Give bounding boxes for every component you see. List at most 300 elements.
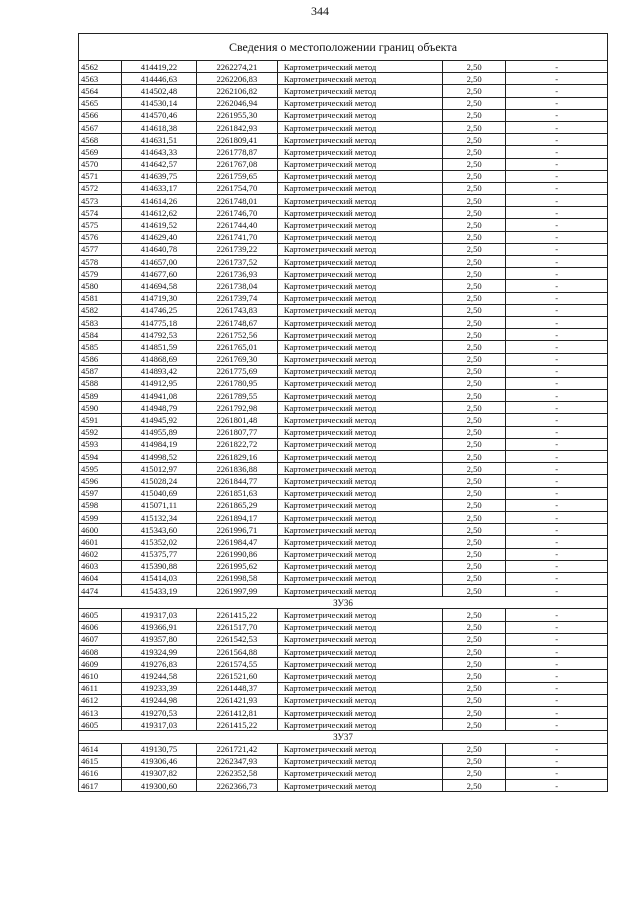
description-cell: - — [506, 780, 608, 792]
table-row — [79, 61, 608, 73]
method-cell: Картометрический метод — [277, 694, 442, 706]
y-coordinate-cell: 2261844,77 — [196, 475, 277, 487]
point-number-cell: 4572 — [79, 182, 122, 194]
x-coordinate-cell: 419324,99 — [122, 646, 197, 658]
y-coordinate-cell: 2261865,29 — [196, 499, 277, 511]
point-number-cell: 4580 — [79, 280, 122, 292]
table-row — [79, 158, 608, 170]
x-coordinate-cell: 414657,00 — [122, 256, 197, 268]
point-number-cell: 4587 — [79, 365, 122, 377]
x-coordinate-cell: 414612,62 — [122, 207, 197, 219]
description-cell: - — [506, 207, 608, 219]
y-coordinate-cell: 2261789,55 — [196, 390, 277, 402]
x-coordinate-cell: 419307,82 — [122, 767, 197, 779]
method-cell: Картометрический метод — [277, 755, 442, 767]
accuracy-cell: 2,50 — [442, 158, 506, 170]
x-coordinate-cell: 415071,11 — [122, 499, 197, 511]
method-cell: Картометрический метод — [277, 207, 442, 219]
description-cell: - — [506, 560, 608, 572]
description-cell: - — [506, 743, 608, 755]
accuracy-cell: 2,50 — [442, 682, 506, 694]
method-cell: Картометрический метод — [277, 329, 442, 341]
y-coordinate-cell: 2261752,56 — [196, 329, 277, 341]
accuracy-cell: 2,50 — [442, 377, 506, 389]
table-row — [79, 621, 608, 633]
accuracy-cell: 2,50 — [442, 304, 506, 316]
point-number-cell: 4613 — [79, 706, 122, 718]
table-row — [79, 572, 608, 584]
accuracy-cell: 2,50 — [442, 390, 506, 402]
table-row — [79, 524, 608, 536]
point-number-cell: 4614 — [79, 743, 122, 755]
y-coordinate-cell: 2261822,72 — [196, 438, 277, 450]
point-number-cell: 4601 — [79, 536, 122, 548]
table-row — [79, 560, 608, 572]
y-coordinate-cell: 2261574,55 — [196, 658, 277, 670]
x-coordinate-cell: 419357,80 — [122, 633, 197, 645]
y-coordinate-cell: 2262347,93 — [196, 755, 277, 767]
table-row — [79, 463, 608, 475]
accuracy-cell: 2,50 — [442, 280, 506, 292]
accuracy-cell: 2,50 — [442, 85, 506, 97]
method-cell: Картометрический метод — [277, 377, 442, 389]
method-cell: Картометрический метод — [277, 402, 442, 414]
method-cell: Картометрический метод — [277, 487, 442, 499]
table-row — [79, 548, 608, 560]
x-coordinate-cell: 414955,89 — [122, 426, 197, 438]
description-cell: - — [506, 633, 608, 645]
y-coordinate-cell: 2262106,82 — [196, 85, 277, 97]
accuracy-cell: 2,50 — [442, 182, 506, 194]
point-number-cell: 4612 — [79, 694, 122, 706]
point-number-cell: 4605 — [79, 609, 122, 621]
page-number: 344 — [311, 4, 329, 18]
table-row — [79, 280, 608, 292]
table-row — [79, 658, 608, 670]
method-cell: Картометрический метод — [277, 524, 442, 536]
description-cell: - — [506, 414, 608, 426]
table-row — [79, 780, 608, 792]
description-cell: - — [506, 572, 608, 584]
point-number-cell: 4581 — [79, 292, 122, 304]
description-cell: - — [506, 195, 608, 207]
description-cell: - — [506, 524, 608, 536]
point-number-cell: 4474 — [79, 585, 122, 597]
y-coordinate-cell: 2261741,70 — [196, 231, 277, 243]
x-coordinate-cell: 414868,69 — [122, 353, 197, 365]
point-number-cell: 4597 — [79, 487, 122, 499]
x-coordinate-cell: 415414,03 — [122, 572, 197, 584]
method-cell: Картометрический метод — [277, 231, 442, 243]
description-cell: - — [506, 61, 608, 73]
x-coordinate-cell: 419366,91 — [122, 621, 197, 633]
y-coordinate-cell: 2262206,83 — [196, 73, 277, 85]
description-cell: - — [506, 377, 608, 389]
accuracy-cell: 2,50 — [442, 524, 506, 536]
point-number-cell: 4590 — [79, 402, 122, 414]
description-cell: - — [506, 243, 608, 255]
table-row — [79, 487, 608, 499]
y-coordinate-cell: 2261521,60 — [196, 670, 277, 682]
x-coordinate-cell: 419306,46 — [122, 755, 197, 767]
y-coordinate-cell: 2261842,93 — [196, 121, 277, 133]
accuracy-cell: 2,50 — [442, 292, 506, 304]
description-cell: - — [506, 134, 608, 146]
point-number-cell: 4565 — [79, 97, 122, 109]
y-coordinate-cell: 2261746,70 — [196, 207, 277, 219]
method-cell: Картометрический метод — [277, 97, 442, 109]
point-number-cell: 4571 — [79, 170, 122, 182]
method-cell: Картометрический метод — [277, 438, 442, 450]
x-coordinate-cell: 419233,39 — [122, 682, 197, 694]
x-coordinate-cell: 415343,60 — [122, 524, 197, 536]
x-coordinate-cell: 414912,95 — [122, 377, 197, 389]
x-coordinate-cell: 414775,18 — [122, 316, 197, 328]
section-row — [79, 597, 608, 609]
method-cell: Картометрический метод — [277, 292, 442, 304]
x-coordinate-cell: 414419,22 — [122, 61, 197, 73]
accuracy-cell: 2,50 — [442, 511, 506, 523]
x-coordinate-cell: 414446,63 — [122, 73, 197, 85]
accuracy-cell: 2,50 — [442, 609, 506, 621]
method-cell: Картометрический метод — [277, 109, 442, 121]
accuracy-cell: 2,50 — [442, 268, 506, 280]
y-coordinate-cell: 2261421,93 — [196, 694, 277, 706]
y-coordinate-cell: 2262274,21 — [196, 61, 277, 73]
x-coordinate-cell: 414633,17 — [122, 182, 197, 194]
table-row — [79, 390, 608, 402]
table-row — [79, 353, 608, 365]
method-cell: Картометрический метод — [277, 170, 442, 182]
method-cell: Картометрический метод — [277, 304, 442, 316]
accuracy-cell: 2,50 — [442, 780, 506, 792]
table-row — [79, 438, 608, 450]
point-number-cell: 4562 — [79, 61, 122, 73]
accuracy-cell: 2,50 — [442, 231, 506, 243]
point-number-cell: 4582 — [79, 304, 122, 316]
description-cell: - — [506, 451, 608, 463]
x-coordinate-cell: 419270,53 — [122, 706, 197, 718]
description-cell: - — [506, 170, 608, 182]
accuracy-cell: 2,50 — [442, 146, 506, 158]
table-row — [79, 292, 608, 304]
y-coordinate-cell: 2261517,70 — [196, 621, 277, 633]
method-cell: Картометрический метод — [277, 463, 442, 475]
accuracy-cell: 2,50 — [442, 121, 506, 133]
accuracy-cell: 2,50 — [442, 548, 506, 560]
x-coordinate-cell: 414642,57 — [122, 158, 197, 170]
point-number-cell: 4588 — [79, 377, 122, 389]
table-row — [79, 414, 608, 426]
x-coordinate-cell: 414945,92 — [122, 414, 197, 426]
method-cell: Картометрический метод — [277, 158, 442, 170]
y-coordinate-cell: 2261990,86 — [196, 548, 277, 560]
table-row — [79, 633, 608, 645]
y-coordinate-cell: 2261851,63 — [196, 487, 277, 499]
method-cell: Картометрический метод — [277, 633, 442, 645]
description-cell: - — [506, 511, 608, 523]
y-coordinate-cell: 2261564,88 — [196, 646, 277, 658]
table-row — [79, 706, 608, 718]
x-coordinate-cell: 419300,60 — [122, 780, 197, 792]
point-number-cell: 4591 — [79, 414, 122, 426]
method-cell: Картометрический метод — [277, 670, 442, 682]
y-coordinate-cell: 2261736,93 — [196, 268, 277, 280]
point-number-cell: 4575 — [79, 219, 122, 231]
method-cell: Картометрический метод — [277, 353, 442, 365]
y-coordinate-cell: 2261415,22 — [196, 609, 277, 621]
y-coordinate-cell: 2261412,81 — [196, 706, 277, 718]
x-coordinate-cell: 414640,78 — [122, 243, 197, 255]
y-coordinate-cell: 2261737,52 — [196, 256, 277, 268]
description-cell: - — [506, 694, 608, 706]
description-cell: - — [506, 268, 608, 280]
table-body — [79, 61, 608, 792]
y-coordinate-cell: 2261775,69 — [196, 365, 277, 377]
point-number-cell: 4609 — [79, 658, 122, 670]
table-row — [79, 207, 608, 219]
point-number-cell: 4615 — [79, 755, 122, 767]
method-cell: Картометрический метод — [277, 609, 442, 621]
point-number-cell: 4573 — [79, 195, 122, 207]
method-cell: Картометрический метод — [277, 243, 442, 255]
point-number-cell: 4584 — [79, 329, 122, 341]
y-coordinate-cell: 2261984,47 — [196, 536, 277, 548]
method-cell: Картометрический метод — [277, 85, 442, 97]
description-cell: - — [506, 767, 608, 779]
table-row — [79, 73, 608, 85]
x-coordinate-cell: 415028,24 — [122, 475, 197, 487]
accuracy-cell: 2,50 — [442, 743, 506, 755]
method-cell: Картометрический метод — [277, 256, 442, 268]
table-row — [79, 511, 608, 523]
x-coordinate-cell: 415390,88 — [122, 560, 197, 572]
x-coordinate-cell: 419244,58 — [122, 670, 197, 682]
y-coordinate-cell: 2261743,83 — [196, 304, 277, 316]
point-number-cell: 4569 — [79, 146, 122, 158]
table-row — [79, 231, 608, 243]
x-coordinate-cell: 414998,52 — [122, 451, 197, 463]
point-number-cell: 4611 — [79, 682, 122, 694]
method-cell: Картометрический метод — [277, 219, 442, 231]
method-cell: Картометрический метод — [277, 146, 442, 158]
x-coordinate-cell: 415040,69 — [122, 487, 197, 499]
point-number-cell: 4605 — [79, 719, 122, 731]
x-coordinate-cell: 414851,59 — [122, 341, 197, 353]
table-row — [79, 268, 608, 280]
x-coordinate-cell: 414631,51 — [122, 134, 197, 146]
accuracy-cell: 2,50 — [442, 475, 506, 487]
table-row — [79, 499, 608, 511]
y-coordinate-cell: 2261809,41 — [196, 134, 277, 146]
accuracy-cell: 2,50 — [442, 670, 506, 682]
description-cell: - — [506, 73, 608, 85]
description-cell: - — [506, 426, 608, 438]
method-cell: Картометрический метод — [277, 511, 442, 523]
y-coordinate-cell: 2261415,22 — [196, 719, 277, 731]
point-number-cell: 4570 — [79, 158, 122, 170]
point-number-cell: 4599 — [79, 511, 122, 523]
point-number-cell: 4616 — [79, 767, 122, 779]
accuracy-cell: 2,50 — [442, 487, 506, 499]
y-coordinate-cell: 2261744,40 — [196, 219, 277, 231]
x-coordinate-cell: 414502,48 — [122, 85, 197, 97]
table-row — [79, 304, 608, 316]
y-coordinate-cell: 2261739,22 — [196, 243, 277, 255]
point-number-cell: 4608 — [79, 646, 122, 658]
table-row — [79, 585, 608, 597]
accuracy-cell: 2,50 — [442, 426, 506, 438]
x-coordinate-cell: 414948,79 — [122, 402, 197, 414]
description-cell: - — [506, 353, 608, 365]
x-coordinate-cell: 419130,75 — [122, 743, 197, 755]
table-row — [79, 694, 608, 706]
y-coordinate-cell: 2261765,01 — [196, 341, 277, 353]
description-cell: - — [506, 109, 608, 121]
x-coordinate-cell: 419317,03 — [122, 719, 197, 731]
x-coordinate-cell: 414619,52 — [122, 219, 197, 231]
table-row — [79, 646, 608, 658]
description-cell: - — [506, 438, 608, 450]
y-coordinate-cell: 2261997,99 — [196, 585, 277, 597]
point-number-cell: 4596 — [79, 475, 122, 487]
y-coordinate-cell: 2261448,37 — [196, 682, 277, 694]
section-label: ЗУ36 — [79, 597, 608, 609]
point-number-cell: 4583 — [79, 316, 122, 328]
accuracy-cell: 2,50 — [442, 646, 506, 658]
accuracy-cell: 2,50 — [442, 438, 506, 450]
description-cell: - — [506, 182, 608, 194]
accuracy-cell: 2,50 — [442, 585, 506, 597]
method-cell: Картометрический метод — [277, 536, 442, 548]
point-number-cell: 4600 — [79, 524, 122, 536]
point-number-cell: 4610 — [79, 670, 122, 682]
method-cell: Картометрический метод — [277, 121, 442, 133]
description-cell: - — [506, 146, 608, 158]
method-cell: Картометрический метод — [277, 780, 442, 792]
table-row — [79, 609, 608, 621]
method-cell: Картометрический метод — [277, 682, 442, 694]
y-coordinate-cell: 2261739,74 — [196, 292, 277, 304]
accuracy-cell: 2,50 — [442, 621, 506, 633]
table-row — [79, 426, 608, 438]
table-row — [79, 219, 608, 231]
table-row — [79, 670, 608, 682]
y-coordinate-cell: 2261748,67 — [196, 316, 277, 328]
description-cell: - — [506, 97, 608, 109]
table-row — [79, 243, 608, 255]
method-cell: Картометрический метод — [277, 767, 442, 779]
method-cell: Картометрический метод — [277, 658, 442, 670]
table-row — [79, 170, 608, 182]
x-coordinate-cell: 419244,98 — [122, 694, 197, 706]
y-coordinate-cell: 2261721,42 — [196, 743, 277, 755]
accuracy-cell: 2,50 — [442, 694, 506, 706]
x-coordinate-cell: 414719,30 — [122, 292, 197, 304]
method-cell: Картометрический метод — [277, 280, 442, 292]
section-label: ЗУ37 — [79, 731, 608, 743]
accuracy-cell: 2,50 — [442, 560, 506, 572]
x-coordinate-cell: 414643,33 — [122, 146, 197, 158]
y-coordinate-cell: 2261767,08 — [196, 158, 277, 170]
description-cell: - — [506, 390, 608, 402]
point-number-cell: 4585 — [79, 341, 122, 353]
table-row — [79, 109, 608, 121]
description-cell: - — [506, 316, 608, 328]
x-coordinate-cell: 419317,03 — [122, 609, 197, 621]
table-row — [79, 402, 608, 414]
accuracy-cell: 2,50 — [442, 353, 506, 365]
description-cell: - — [506, 121, 608, 133]
accuracy-cell: 2,50 — [442, 73, 506, 85]
x-coordinate-cell: 415375,77 — [122, 548, 197, 560]
description-cell: - — [506, 719, 608, 731]
method-cell: Картометрический метод — [277, 743, 442, 755]
x-coordinate-cell: 414677,60 — [122, 268, 197, 280]
description-cell: - — [506, 755, 608, 767]
table-row — [79, 182, 608, 194]
accuracy-cell: 2,50 — [442, 499, 506, 511]
point-number-cell: 4593 — [79, 438, 122, 450]
accuracy-cell: 2,50 — [442, 316, 506, 328]
y-coordinate-cell: 2262046,94 — [196, 97, 277, 109]
x-coordinate-cell: 414984,19 — [122, 438, 197, 450]
accuracy-cell: 2,50 — [442, 329, 506, 341]
description-cell: - — [506, 85, 608, 97]
table-row — [79, 719, 608, 731]
description-cell: - — [506, 280, 608, 292]
method-cell: Картометрический метод — [277, 585, 442, 597]
method-cell: Картометрический метод — [277, 61, 442, 73]
description-cell: - — [506, 292, 608, 304]
point-number-cell: 4567 — [79, 121, 122, 133]
table-row — [79, 451, 608, 463]
x-coordinate-cell: 414629,40 — [122, 231, 197, 243]
description-cell: - — [506, 487, 608, 499]
description-cell: - — [506, 536, 608, 548]
accuracy-cell: 2,50 — [442, 97, 506, 109]
method-cell: Картометрический метод — [277, 195, 442, 207]
y-coordinate-cell: 2261769,30 — [196, 353, 277, 365]
method-cell: Картометрический метод — [277, 646, 442, 658]
description-cell: - — [506, 548, 608, 560]
point-number-cell: 4564 — [79, 85, 122, 97]
method-cell: Картометрический метод — [277, 451, 442, 463]
method-cell: Картометрический метод — [277, 706, 442, 718]
y-coordinate-cell: 2261807,77 — [196, 426, 277, 438]
method-cell: Картометрический метод — [277, 426, 442, 438]
method-cell: Картометрический метод — [277, 572, 442, 584]
accuracy-cell: 2,50 — [442, 658, 506, 670]
method-cell: Картометрический метод — [277, 365, 442, 377]
y-coordinate-cell: 2261955,30 — [196, 109, 277, 121]
accuracy-cell: 2,50 — [442, 536, 506, 548]
description-cell: - — [506, 499, 608, 511]
table-row — [79, 377, 608, 389]
accuracy-cell: 2,50 — [442, 755, 506, 767]
method-cell: Картометрический метод — [277, 621, 442, 633]
point-number-cell: 4604 — [79, 572, 122, 584]
y-coordinate-cell: 2261542,53 — [196, 633, 277, 645]
table-row — [79, 316, 608, 328]
y-coordinate-cell: 2262352,58 — [196, 767, 277, 779]
description-cell: - — [506, 231, 608, 243]
table-row — [79, 85, 608, 97]
description-cell: - — [506, 463, 608, 475]
method-cell: Картометрический метод — [277, 390, 442, 402]
x-coordinate-cell: 414530,14 — [122, 97, 197, 109]
description-cell: - — [506, 158, 608, 170]
